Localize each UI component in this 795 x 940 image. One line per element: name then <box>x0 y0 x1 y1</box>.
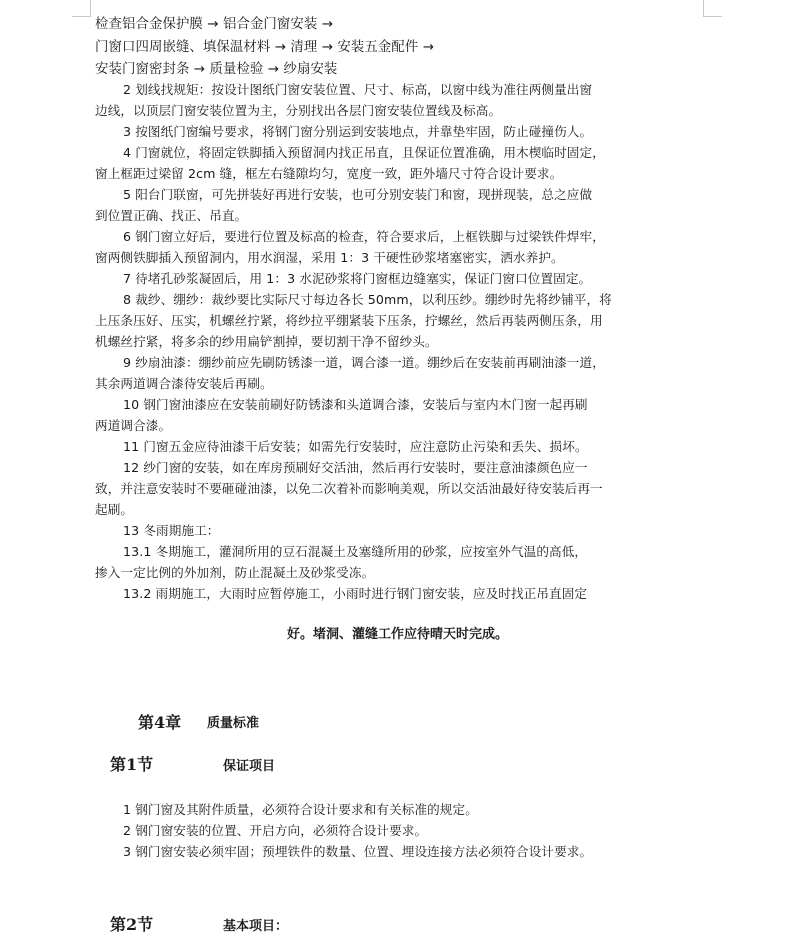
page-corner-mark-top-right <box>703 0 722 17</box>
process-flow-line: 检查铝合金保护膜 → 铝合金门窗安装 → <box>95 17 334 32</box>
body-text-line: 10 钢门窗油漆应在安装前刷好防锈漆和头道调合漆，安装后与室内木门窗一起再刷 <box>123 397 588 412</box>
body-text-line: 到位置正确、找正、吊直。 <box>95 208 248 223</box>
body-text-line: 13 冬雨期施工： <box>123 523 220 538</box>
body-text-line: 5 阳台门联窗，可先拼装好再进行安装，也可分别安装门和窗，现拼现装，总之应做 <box>123 187 593 202</box>
section-number: 第2节 <box>110 915 154 934</box>
body-text-line: 窗两侧铁脚插入预留洞内，用水润湿，采用 1：3 干硬性砂浆堵塞密实，洒水养护。 <box>95 250 564 265</box>
page-corner-mark-top-left <box>72 0 91 17</box>
process-flow-line: 门窗口四周嵌缝、填保温材料 → 清理 → 安装五金配件 → <box>95 40 435 55</box>
body-text-line: 3 按图纸门窗编号要求，将钢门窗分别运到安装地点，并靠垫牢固，防止碰撞伤人。 <box>123 124 593 139</box>
guarantee-item: 2 钢门窗安装的位置、开启方向，必须符合设计要求。 <box>123 823 428 838</box>
body-text-line: 6 钢门窗立好后，要进行位置及标高的检查，符合要求后，上框铁脚与过梁铁件焊牢， <box>123 229 605 244</box>
body-text-line: 边线，以顶层门窗安装位置为主，分别找出各层门窗安装位置线及标高。 <box>95 103 502 118</box>
body-text-line: 2 划线找规矩：按设计图纸门窗安装位置、尺寸、标高，以窗中线为准往两侧量出窗 <box>123 82 593 97</box>
body-text-line: 4 门窗就位，将固定铁脚插入预留洞内找正吊直，且保证位置准确，用木楔临时固定， <box>123 145 605 160</box>
body-text-line: 7 待堵孔砂浆凝固后，用 1：3 水泥砂浆将门窗框边缝塞实，保证门窗口位置固定。 <box>123 271 592 286</box>
body-text-line: 窗上框距过梁留 2cm 缝，框左右缝隙均匀，宽度一致，距外墙尺寸符合设计要求。 <box>95 166 563 181</box>
section-title: 基本项目： <box>223 919 289 934</box>
guarantee-item: 3 钢门窗安装必须牢固；预埋铁件的数量、位置、埋设连接方法必须符合设计要求。 <box>123 844 593 859</box>
process-flow-line: 安装门窗密封条 → 质量检验 → 纱扇安装 <box>95 62 338 77</box>
body-text-line: 掺入一定比例的外加剂，防止混凝土及砂浆受冻。 <box>95 565 375 580</box>
body-text-line: 起刷。 <box>95 502 134 517</box>
guarantee-item: 1 钢门窗及其附件质量，必须符合设计要求和有关标准的规定。 <box>123 802 478 817</box>
chapter-title: 质量标准 <box>207 716 260 731</box>
body-text-line: 9 纱扇油漆：绷纱前应先刷防锈漆一道，调合漆一道。绷纱后在安装前再刷油漆一道， <box>123 355 605 370</box>
body-text-line: 其余两道调合漆待安装后再刷。 <box>95 376 273 391</box>
body-text-line: 13.1 冬期施工，灌洞所用的豆石混凝土及塞缝所用的砂浆，应按室外气温的高低， <box>123 544 588 559</box>
section-number: 第1节 <box>110 755 154 774</box>
body-text-line: 两道调合漆。 <box>95 418 172 433</box>
body-text-line: 致，并注意安装时不要砸碰油漆，以免二次着补而影响美观，所以交活油最好待安装后再一 <box>95 481 603 496</box>
section-title: 保证项目 <box>223 759 276 774</box>
body-text-line: 12 纱门窗的安装，如在库房预刷好交活油，然后再行安装时，要注意油漆颜色应一 <box>123 460 588 475</box>
body-text-line: 机螺丝拧紧，将多余的纱用扁铲割掉，要切割干净不留纱头。 <box>95 334 438 349</box>
body-text-line: 11 门窗五金应待油漆干后安装；如需先行安装时，应注意防止污染和丢失、损坏。 <box>123 439 588 454</box>
body-text-line: 上压条压好、压实，机螺丝拧紧，将纱拉平绷紧装下压条，拧螺丝，然后再装两侧压条，用 <box>95 313 603 328</box>
bold-centered-line: 好。堵洞、灌缝工作应待晴天时完成。 <box>286 627 508 642</box>
body-text-line: 8 裁纱、绷纱：裁纱要比实际尺寸每边各长 50mm，以利压纱。绷纱时先将纱铺平，将 <box>123 292 612 307</box>
chapter-number: 第4章 <box>138 713 182 732</box>
body-text-line: 13.2 雨期施工，大雨时应暂停施工，小雨时进行钢门窗安装，应及时找正吊直固定 <box>123 586 588 601</box>
